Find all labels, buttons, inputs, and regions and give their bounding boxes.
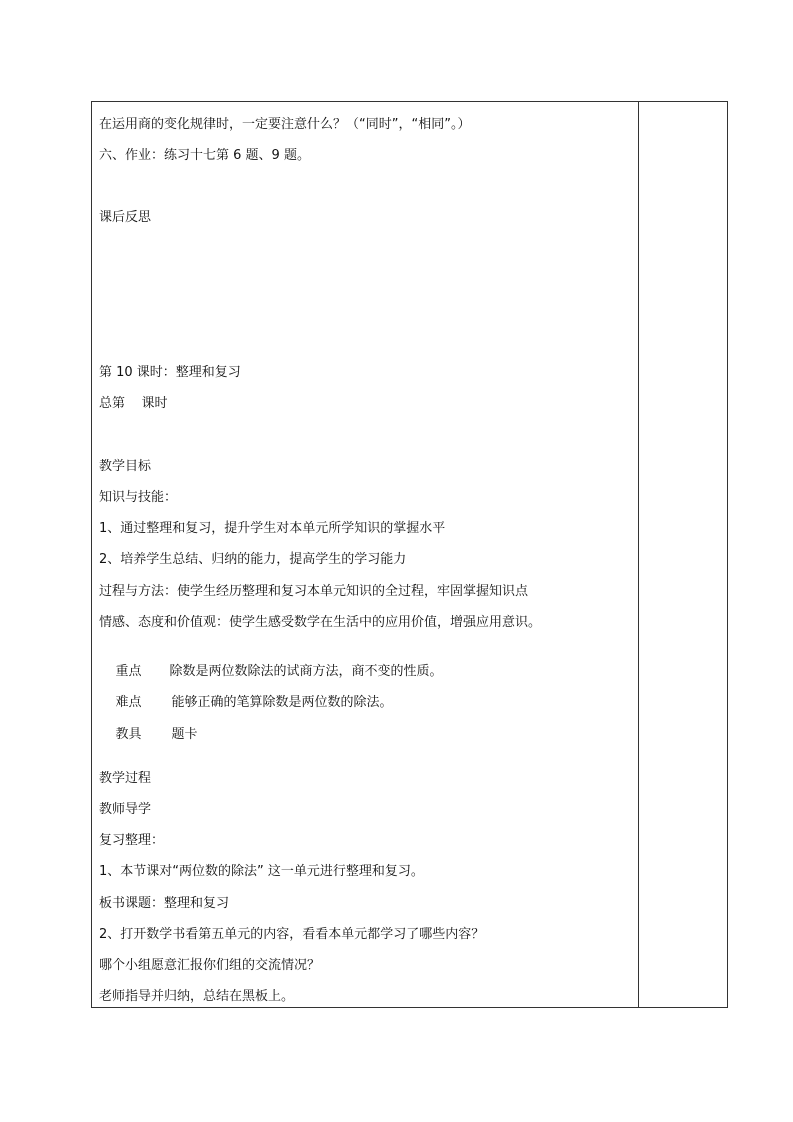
reflection-heading: 课后反思 [99, 210, 152, 225]
objectives-heading: 教学目标 [99, 459, 152, 474]
objective-2: 2、培养学生总结、归纳的能力，提高学生的学习能力 [99, 552, 407, 567]
knowledge-skills-heading: 知识与技能： [99, 490, 178, 505]
emotion-attitude-line: 情感、态度和价值观：使学生感受数学在生活中的应用价值，增强应用意识。 [99, 615, 542, 630]
key-point-text: 除数是两位数除法的试商方法，商不变的性质。 [169, 664, 443, 679]
objective-1: 1、通过整理和复习，提升学生对本单元所学知识的掌握水平 [99, 521, 446, 536]
total-lesson-line: 总第 课时 [99, 396, 168, 411]
difficulty-text: 能够正确的笔算除数是两位数的除法。 [171, 695, 393, 710]
column-divider [638, 102, 639, 1007]
teaching-aids-line [99, 708, 198, 762]
difficulty-label: 难点 [115, 695, 142, 710]
teaching-process-heading: 教学过程 [99, 771, 152, 786]
teaching-aids-text: 题卡 [171, 727, 198, 742]
review-heading: 复习整理： [99, 833, 165, 848]
text-line: 在运用商的变化规律时，一定要注意什么？（“同时”，“相同”。） [99, 117, 471, 132]
group-report-line: 哪个小组愿意汇报你们组的交流情况？ [99, 958, 321, 973]
teacher-guide-heading: 教师导学 [99, 802, 152, 817]
process-method-line: 过程与方法：使学生经历整理和复习本单元知识的全过程，牢固掌握知识点 [99, 584, 529, 599]
lesson-plan-table [91, 101, 728, 1008]
board-title-line: 板书课题：整理和复习 [99, 896, 230, 911]
process-step-2: 2、打开数学书看第五单元的内容，看看本单元都学习了哪些内容？ [99, 927, 485, 942]
process-step-1: 1、本节课对“两位数的除法” 这一单元进行整理和复习。 [99, 864, 424, 879]
homework-line: 六、作业：练习十七第 6 题、9 题。 [99, 148, 310, 163]
teaching-aids-label: 教具 [115, 727, 142, 742]
teacher-summary-line: 老师指导并归纳，总结在黑板上。 [99, 989, 295, 1004]
lesson-title: 第 10 课时：整理和复习 [99, 365, 241, 380]
key-point-label: 重点 [115, 664, 142, 679]
